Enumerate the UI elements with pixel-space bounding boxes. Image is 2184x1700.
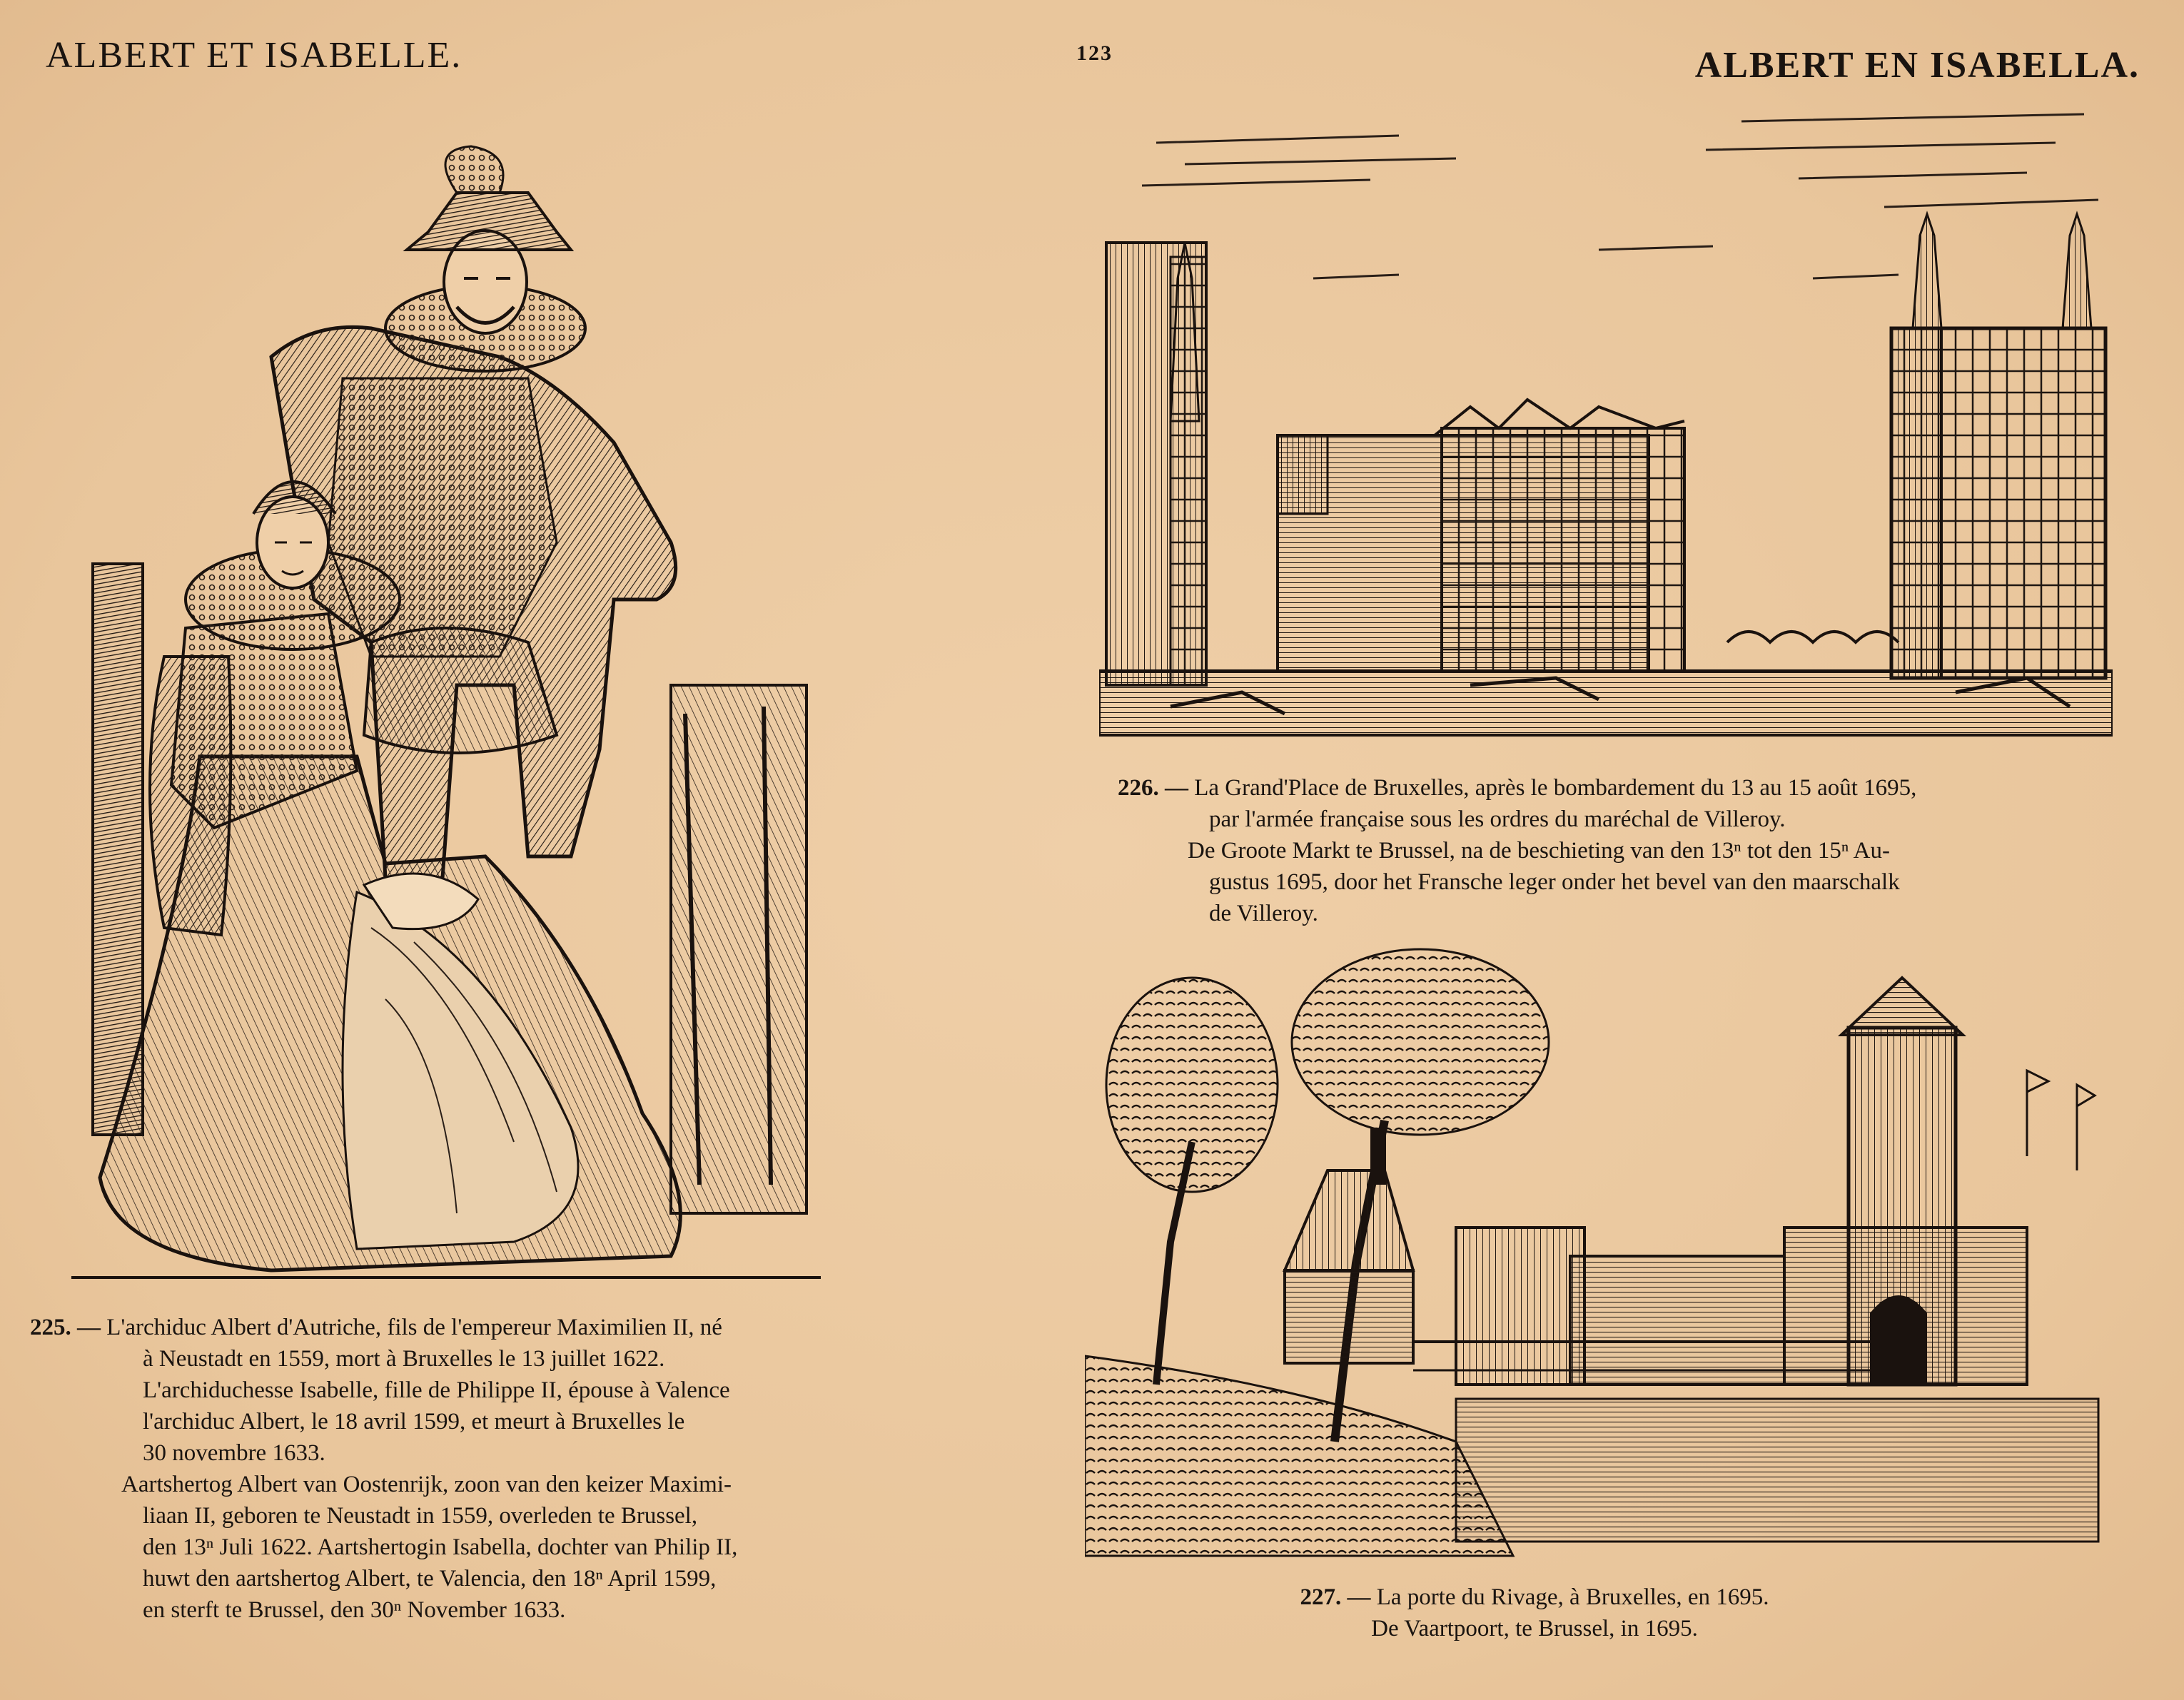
figure-number-226: 226. — — [1118, 775, 1188, 801]
caption-225-fr-line3: L'archiduchesse Isabelle, fille de Philippe II, épouse à Valence — [143, 1377, 730, 1403]
caption-225-fr-line1 — [30, 1312, 865, 1343]
caption-225-fr-text1: L'archiduc Albert d'Autriche, fils de l'empereur Maximilien II, né — [106, 1315, 722, 1340]
caption-225-nl-line4: huwt den aartshertog Albert, te Valencia, den 18ⁿ April 1599, — [143, 1566, 717, 1592]
caption-226-fr-line2: par l'armée française sous les ordres du maréchal de Villeroy. — [1209, 806, 1786, 832]
caption-227-fr-text1: La porte du Rivage, à Bruxelles, en 1695. — [1376, 1584, 1769, 1610]
engraving-albert-isabella-portrait — [57, 143, 842, 1285]
caption-figure-226 — [1118, 772, 2060, 929]
caption-225-fr-line4: l'archiduc Albert, le 18 avril 1599, et meurt à Bruxelles le — [143, 1409, 685, 1435]
caption-figure-227 — [1142, 1582, 1927, 1644]
page-number: 123 — [1076, 41, 1113, 65]
figure-number-225: 225. — — [30, 1315, 101, 1340]
figure-number-227: 227. — — [1300, 1584, 1371, 1610]
caption-227-fr-line1 — [1142, 1582, 1927, 1613]
caption-225-nl-line1: Aartshertog Albert van Oostenrijk, zoon van den keizer Maximi- — [121, 1472, 732, 1497]
caption-figure-225 — [30, 1312, 865, 1626]
caption-225-nl-line5: en sterft te Brussel, den 30ⁿ November 1633. — [143, 1597, 566, 1623]
engraving-grand-place-ruins — [1099, 93, 2113, 749]
caption-226-fr-line1 — [1118, 772, 2060, 804]
caption-226-fr-text1: La Grand'Place de Bruxelles, après le bombardement du 13 au 15 août 1695, — [1194, 775, 1917, 801]
caption-226-nl-line3: de Villeroy. — [1209, 901, 1318, 926]
caption-226-nl-line2: gustus 1695, door het Fransche leger onder het bevel van den maarschalk — [1209, 869, 1900, 895]
engraving-porte-du-rivage — [1085, 942, 2105, 1570]
caption-226-nl-line1: De Groote Markt te Brussel, na de beschieting van den 13ⁿ tot den 15ⁿ Au- — [1188, 838, 1890, 864]
running-head-right: ALBERT EN ISABELLA. — [1694, 45, 2140, 86]
caption-225-nl-line2: liaan II, geboren te Neustadt in 1559, overleden te Brussel, — [143, 1503, 698, 1529]
caption-225-nl-line3: den 13ⁿ Juli 1622. Aartshertogin Isabella, dochter van Philip II, — [143, 1534, 738, 1560]
caption-225-fr-line2: à Neustadt en 1559, mort à Bruxelles le 13 juillet 1622. — [143, 1346, 665, 1372]
caption-227-nl-line1: De Vaartpoort, te Brussel, in 1695. — [1371, 1616, 1698, 1641]
running-head-left: ALBERT ET ISABELLE. — [46, 35, 462, 76]
caption-225-fr-line5: 30 novembre 1633. — [143, 1440, 325, 1466]
